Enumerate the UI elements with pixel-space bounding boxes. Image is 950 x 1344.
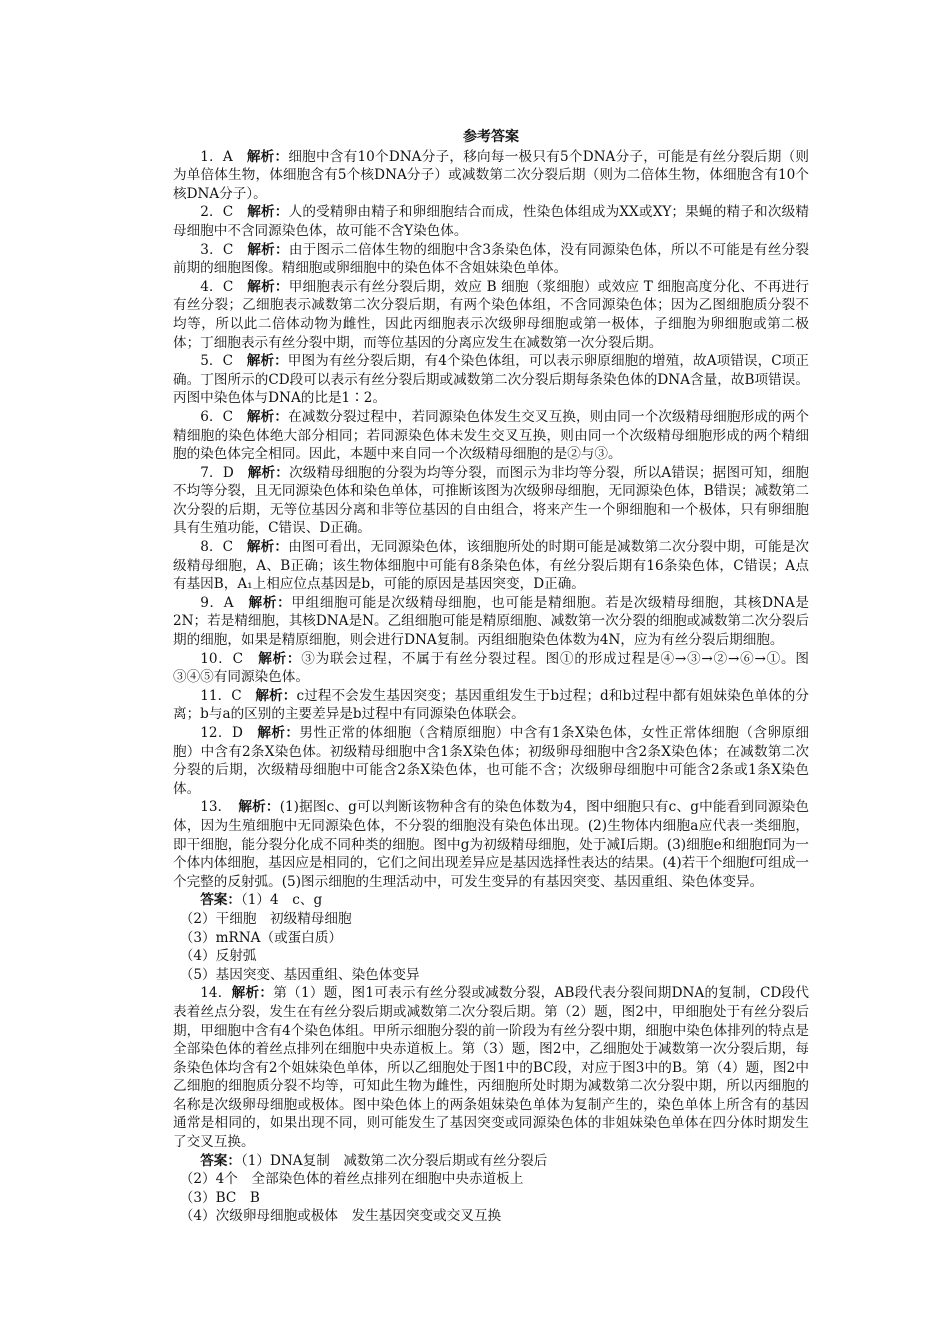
answer-line: （5）基因突变、基因重组、染色体变异 bbox=[179, 966, 420, 983]
answer-block-13 bbox=[173, 891, 809, 910]
answer-line: （3）BC B bbox=[179, 1189, 260, 1206]
item-number: 2．C bbox=[200, 204, 234, 221]
answer-list bbox=[173, 148, 809, 892]
item-number: 9．A bbox=[200, 594, 234, 611]
analysis-label: 解析： bbox=[247, 241, 289, 258]
analysis-label: 解析： bbox=[247, 204, 289, 221]
answer-line: （2）干细胞 初级精母细胞 bbox=[179, 910, 352, 927]
answer-item bbox=[173, 798, 809, 891]
analysis-label: 解析： bbox=[246, 408, 289, 425]
answer-label: 答案： bbox=[200, 1152, 241, 1169]
answer-item bbox=[173, 408, 809, 464]
item-number: 11．C bbox=[200, 687, 242, 704]
analysis-label: 解析： bbox=[246, 148, 289, 165]
answer-page bbox=[173, 128, 809, 1226]
item-number: 3．C bbox=[200, 241, 234, 258]
analysis-text: 由图可看出，无同源染色体，该细胞所处的时期可能是减数第二次分裂中期，可能是次级精母细胞，A、B正确；该生物体细胞中可能有8条染色体，有丝分裂后期有16条染色体，C错误；A点有基因B，A₁上相应位点基因是b，可能的原因是基因突变，D正确。 bbox=[173, 539, 810, 593]
item-number: 5．C bbox=[200, 353, 233, 370]
analysis-label: 解析： bbox=[247, 464, 290, 481]
answer-item bbox=[173, 464, 809, 538]
answer-line: （1）DNA复制 减数第二次分裂后期或有丝分裂后 bbox=[240, 1152, 548, 1169]
item-number: 12．D bbox=[200, 725, 243, 741]
answer-item bbox=[173, 538, 809, 594]
answer-line: （1）4 c、g bbox=[240, 892, 323, 909]
analysis-label: 解析： bbox=[258, 650, 302, 667]
analysis-text: 人的受精卵由精子和卵细胞结合而成，性染色体组成为XX或XY；果蝇的精子和次级精母细胞中不含同源染色体，故可能不含Y染色体。 bbox=[173, 204, 810, 239]
item-number: 13． bbox=[200, 799, 225, 816]
answer-item bbox=[173, 148, 809, 204]
item-number: 10．C bbox=[200, 650, 244, 667]
analysis-text: 甲细胞表示有丝分裂后期，效应 B 细胞（浆细胞）或效应 T 细胞高度分化、不再进行有丝分裂；乙细胞表示减数第二次分裂后期，有两个染色体组，不含同源染色体；因为乙图细胞质分裂不均等，所以此二倍体动物为雌性，因此丙细胞表示次级卵母细胞或第一极体，子细胞为卵细胞或第二极体；丁细胞表示有丝分裂中期，而等位基因的分离应发生在减数第一次分裂后期。 bbox=[173, 278, 810, 351]
item-number: 14． bbox=[200, 985, 232, 1002]
answer-label: 答案： bbox=[200, 892, 241, 909]
analysis-text: 在减数分裂过程中，若同源染色体发生交叉互换，则由同一个次级精母细胞形成的两个精细胞的染色体绝大部分相同；若同源染色体未发生交叉互换，则由同一个次级精母细胞形成的两个精细胞的染色体完全相同。因此，本题中来自同一个次级精母细胞的是②与③。 bbox=[173, 408, 810, 463]
answer-line: （2）4个 全部染色体的着丝点排列在细胞中央赤道板上 bbox=[179, 1171, 524, 1188]
item-number: 7．D bbox=[200, 464, 234, 481]
answer-item bbox=[173, 278, 809, 352]
answer-item bbox=[173, 352, 809, 408]
answer-line: （3）mRNA（或蛋白质） bbox=[179, 929, 343, 946]
analysis-label: 解析： bbox=[231, 985, 274, 1002]
analysis-text: 次级精母细胞的分裂为均等分裂，而图示为非均等分裂，所以A错误；据图可知，细胞不均等分裂，且无同源染色体和染色单体，可推断该图为次级卵母细胞，无同源染色体，B错误；减数第二次分裂的后期，无等位基因分离和非等位基因的自由组合，将来产生一个卵细胞和一个极体，只有卵细胞具有生殖功能，C错误、D正确。 bbox=[173, 464, 809, 537]
page-title: 参考答案 bbox=[463, 129, 519, 145]
item-number: 1．A bbox=[200, 148, 233, 165]
analysis-label: 解析： bbox=[248, 594, 292, 611]
analysis-text: 第（1）题，图1可表示有丝分裂或减数分裂，AB段代表分裂间期DNA的复制，CD段代表着丝点分裂，发生在有丝分裂后期或减数第二次分裂后期。第（2）题，图2中，甲细胞处于有丝分裂后期，甲细胞中含有4个染色体组。甲所示细胞分裂的前一阶段为有丝分裂中期，细胞中染色体排列的特点是全部染色体的着丝点排列在细胞中央赤道板上。第（3）题，图2中，乙细胞处于减数第一次分裂后期，每条染色体均含有2个姐妹染色单体，所以乙细胞处于图1中的BC段，对应于图3中的B。第（4）题，图2中乙细胞的细胞质分裂不均等，可知此生物为雌性，丙细胞所处时期为减数第二次分裂中期，所以丙细胞的名称是次级卵母细胞或极体。图中染色体上的两条姐妹染色单体为复制产生的，染色单体上所含有的基因通常是相同的，如果出现不同，则可能发生了基因突变或同源染色体的非姐妹染色单体在四分体时期发生了交叉互换。 bbox=[173, 985, 810, 1151]
analysis-label: 解析： bbox=[255, 687, 297, 704]
analysis-label: 解析： bbox=[257, 725, 300, 741]
answer-line: （4）反射弧 bbox=[179, 948, 257, 965]
analysis-label: 解析： bbox=[246, 353, 288, 370]
answer-line: （4）次级卵母细胞或极体 发生基因突变或交叉互换 bbox=[179, 1208, 502, 1225]
analysis-label: 解析： bbox=[238, 799, 280, 816]
answer-item bbox=[173, 241, 809, 278]
answer-item-14 bbox=[173, 984, 809, 1151]
item-number: 4．C bbox=[200, 278, 234, 295]
answer-item bbox=[173, 650, 809, 687]
analysis-text: 由于图示二倍体生物的细胞中含3条染色体，没有同源染色体，所以不可能是有丝分裂前期的细胞图像。精细胞或卵细胞中的染色体不含姐妹染色单体。 bbox=[173, 241, 809, 277]
answer-block-14 bbox=[173, 1152, 809, 1171]
answer-item bbox=[173, 687, 809, 724]
analysis-label: 解析： bbox=[247, 278, 289, 295]
answer-item bbox=[173, 594, 809, 650]
analysis-label: 解析： bbox=[246, 539, 289, 556]
analysis-text: 甲组细胞可能是次级精母细胞，也可能是精细胞。若是次级精母细胞，其核DNA是2N；若是精细胞，其核DNA是N。乙组细胞可能是精原细胞、减数第一次分裂的细胞或减数第二次分裂后期的细胞，如果是精原细胞，则会进行DNA复制。丙组细胞染色体数为4N，应为有丝分裂后期细胞。 bbox=[173, 594, 810, 649]
analysis-text: 男性正常的体细胞（含精原细胞）中含有1条X染色体，女性正常体细胞（含卵原细胞）中含有2条X染色体。初级精母细胞中含1条X染色体；初级卵母细胞中含2条X染色体；在减数第二次分裂的后期，次级精母细胞中可能含2条X染色体，也可能不含；次级卵母细胞中可能含2条或1条X染色体。 bbox=[173, 725, 810, 797]
analysis-text: 细胞中含有10个DNA分子，移向每一极只有5个DNA分子，可能是有丝分裂后期（则为单倍体生物，体细胞含有5个核DNA分子）或减数第二次分裂后期（则为二倍体生物，体细胞含有10个核DNA分子）。 bbox=[173, 148, 810, 202]
item-number: 6．C bbox=[200, 408, 234, 425]
analysis-text: (1)据图c、g可以判断该物种含有的染色体数为4，图中细胞只有c、g中能看到同源染色体，因为生殖细胞中无同源染色体，不分裂的细胞没有染色体出现。(2)生物体内细胞a应代表一类细胞，即干细胞，能分裂分化成不同种类的细胞。图中g为初级精母细胞，处于减Ⅰ后期。(3)细胞e和细胞f同为一个体内体细胞，基因应是相同的，它们之间出现差异应是基因选择性表达的结果。(4)若干个细胞f可组成一个完整的反射弧。(5)图示细胞的生理活动中，可发生变异的有基因突变、基因重组、染色体变异。 bbox=[173, 799, 810, 890]
analysis-text: 甲图为有丝分裂后期，有4个染色体组，可以表示卵原细胞的增殖，故A项错误，C项正确。丁图所示的CD段可以表示有丝分裂后期或减数第二次分裂后期每条染色体的DNA含量，故B项错误。丙图中染色体与DNA的比是1∶2。 bbox=[173, 353, 810, 407]
item-number: 8．C bbox=[200, 539, 234, 556]
analysis-text: c过程不会发生基因突变；基因重组发生于b过程；d和b过程中都有姐妹染色单体的分离；b与a的区别的主要差异是b过程中有同源染色体联会。 bbox=[173, 687, 810, 723]
answer-item bbox=[173, 203, 809, 240]
answer-item bbox=[173, 724, 809, 798]
analysis-text: ③为联会过程，不属于有丝分裂过程。图①的形成过程是④→③→②→⑥→①。图③④⑤有同源染色体。 bbox=[173, 650, 810, 686]
